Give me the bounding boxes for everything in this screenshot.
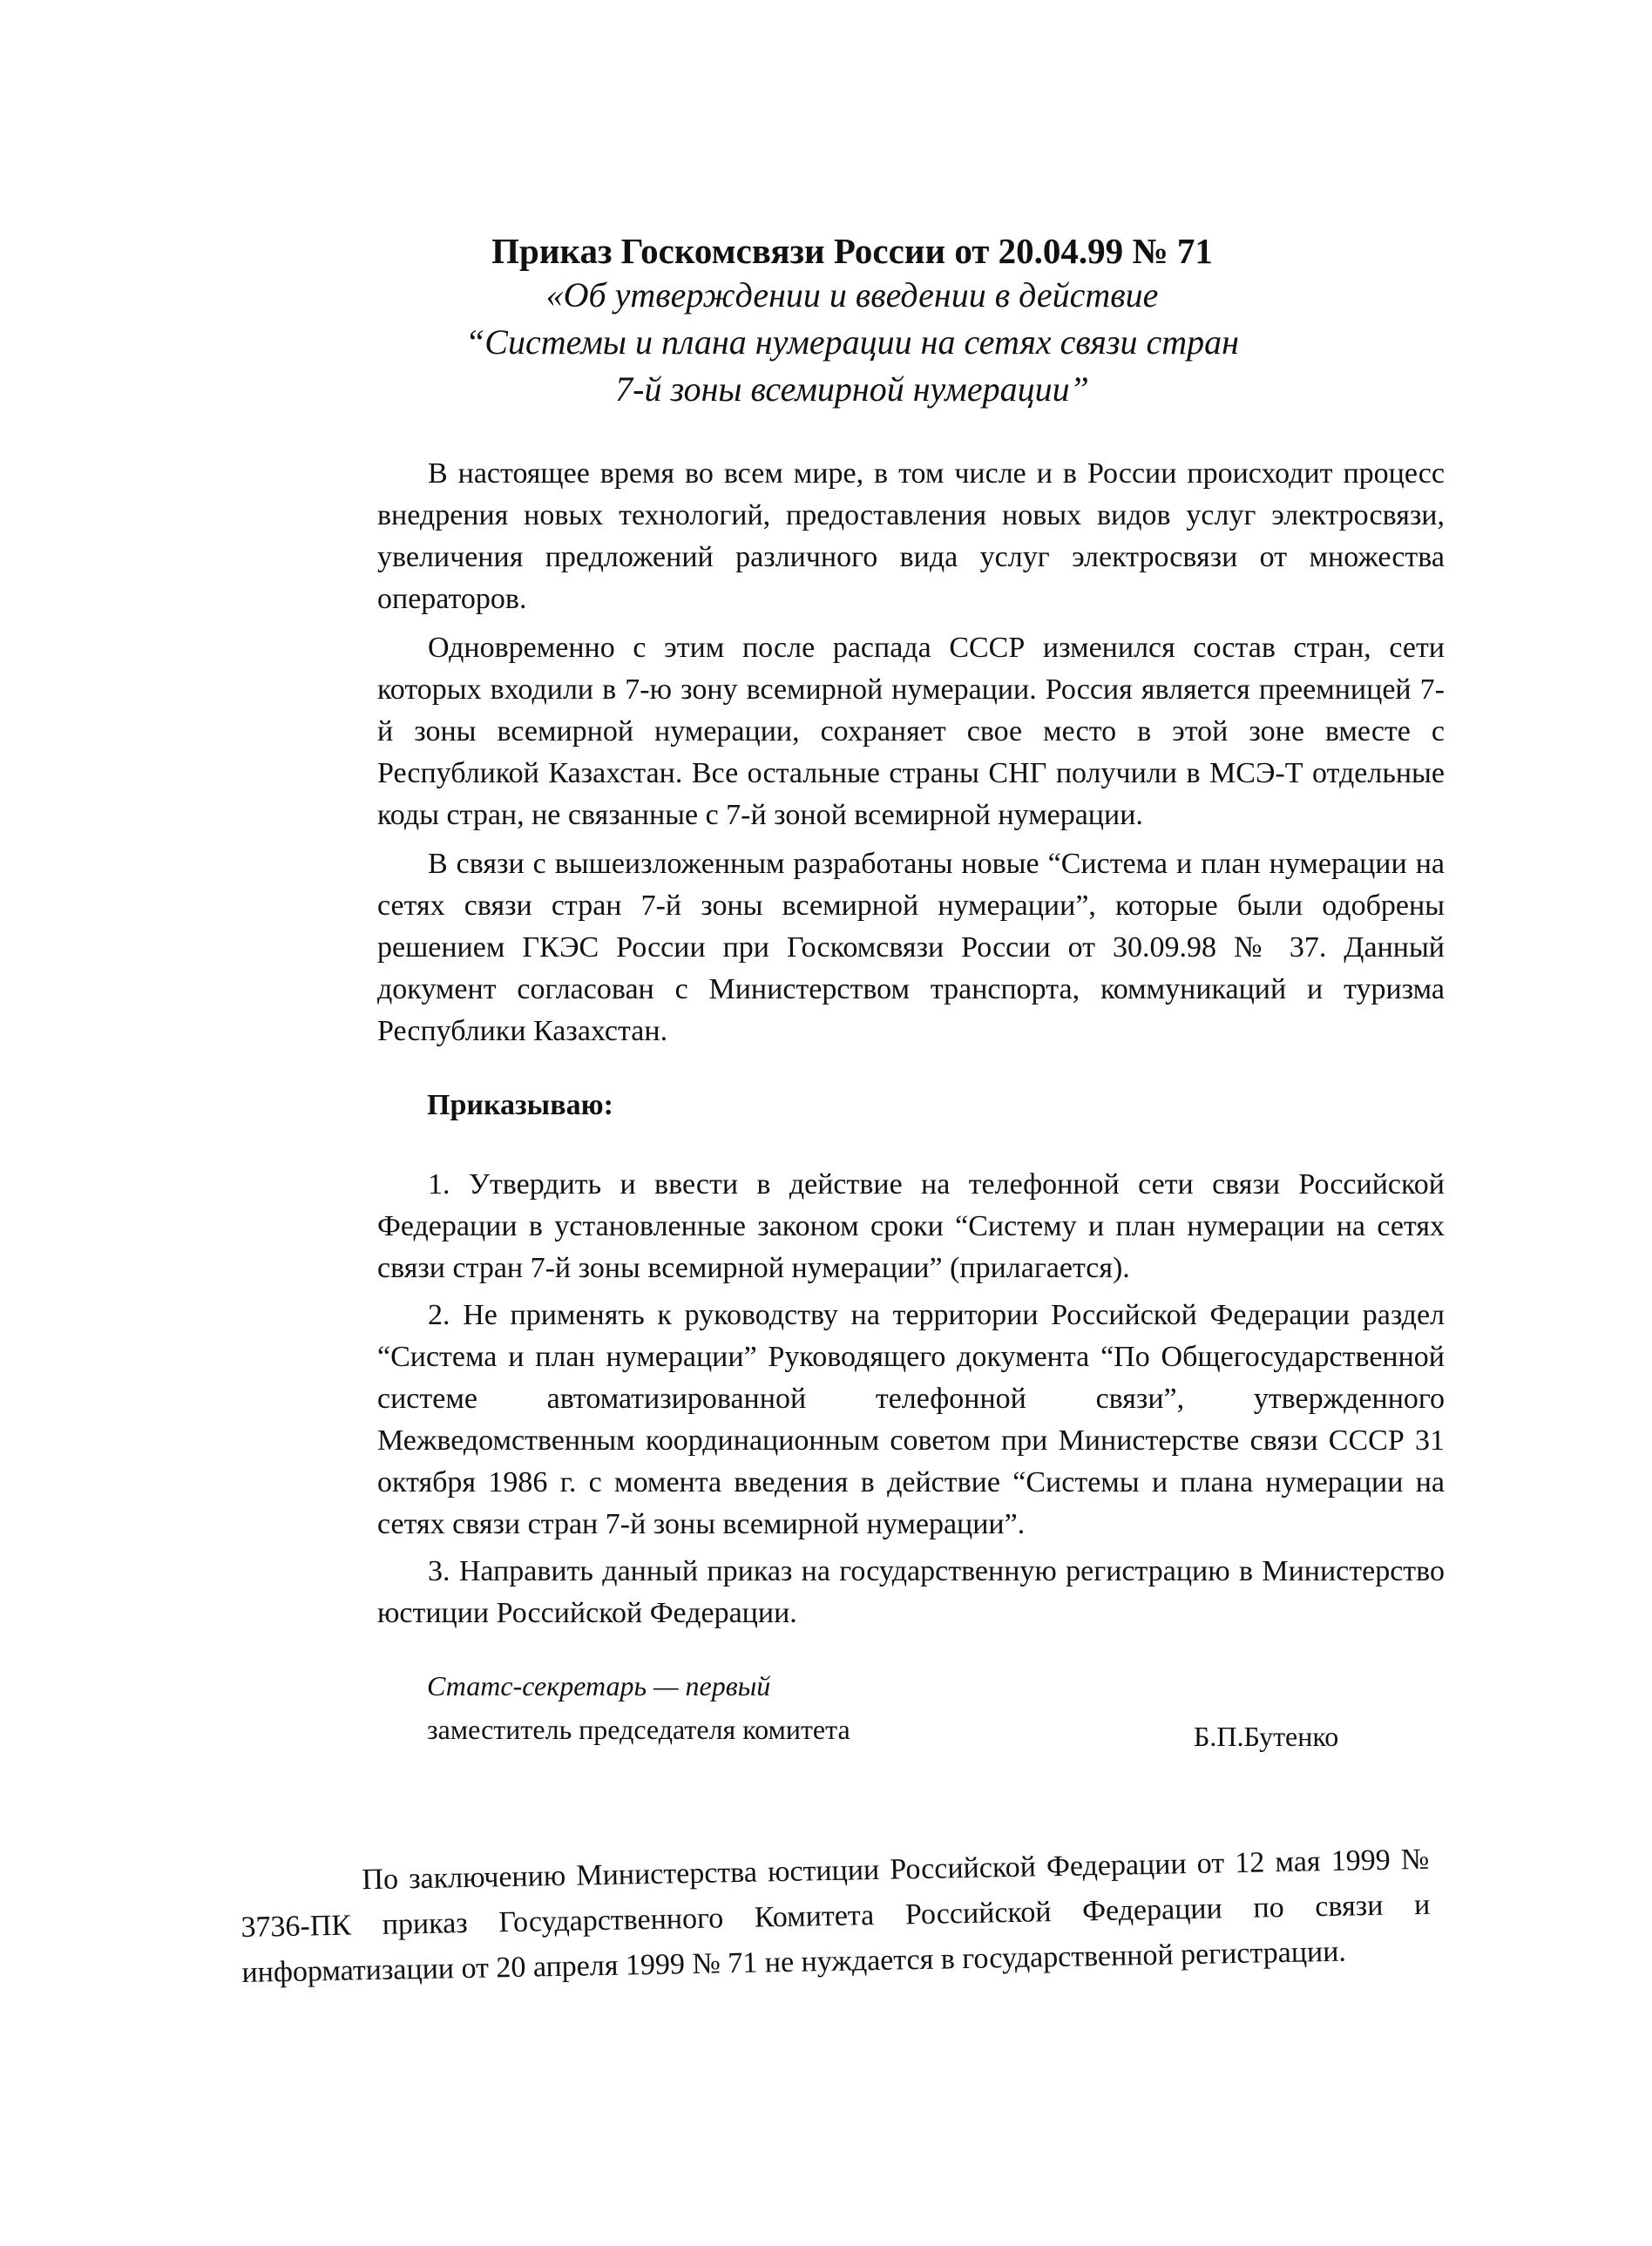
document-subtitle bbox=[0, 272, 1652, 413]
signature-row bbox=[427, 1708, 1385, 1751]
signatory-title-line2: заместитель председателя комитета bbox=[427, 1714, 850, 1745]
subtitle-line: «Об утверждении и введении в действие bbox=[545, 275, 1159, 315]
preamble bbox=[377, 453, 1445, 1059]
order-heading: Приказываю: bbox=[427, 1089, 613, 1121]
signature-block bbox=[427, 1664, 1385, 1751]
subtitle-line: 7-й зоны всемирной нумерации” bbox=[615, 369, 1089, 409]
preamble-paragraph: В настоящее время во всем мире, в том числе и в России происходит процесс внедрения новых технологий, предоставления новых видов услуг электросвязи, увеличения предложений различного вида услуг электросвязи от множества операторов. bbox=[377, 457, 1445, 615]
document-title: Приказ Госкомсвязи России от 20.04.99 № 71 bbox=[491, 231, 1213, 271]
signatory-name: Б.П.Бутенко bbox=[1194, 1721, 1339, 1752]
registration-note bbox=[240, 1837, 1432, 1996]
order-item: 3. Направить данный приказ на государственную регистрацию в Министерство юстиции Российской Федерации. bbox=[377, 1555, 1445, 1629]
signatory-title-line1: Статс-секретарь — первый bbox=[427, 1670, 771, 1701]
preamble-paragraph: В связи с вышеизложенным разработаны новые “Система и план нумерации на сетях связи стран 7-й зоны всемирной нумерации”, которые были одобрены решением ГКЭС России при Госкомсвязи России от 30.09.98 № 37. Данный документ согласован с Министерством транспорта, коммуникаций и туризма Республики Казахстан. bbox=[377, 848, 1445, 1047]
preamble-paragraph: Одновременно с этим после распада СССР изменился состав стран, сети которых входили в 7-ю зону всемирной нумерации. Россия является преемницей 7-й зоны всемирной нумерации, сохраняет свое место в этой зоне вместе с Республикой Казахстан. Все остальные страны СНГ получили в МСЭ-Т отдельные коды стран, не связанные с 7-й зоной всемирной нумерации. bbox=[377, 632, 1445, 831]
registration-note-text: По заключению Министерства юстиции Российской Федерации от 12 мая 1999 № 3736-ПК приказ Государственного Комитета Российской Федерации по связи и информатизации от 20 апреля 1999 № 71 не нуждается в государственной регистрации. bbox=[240, 1843, 1431, 1989]
subtitle-line: “Системы и плана нумерации на сетях связи стран bbox=[465, 322, 1239, 362]
order-item: 2. Не применять к руководству на территории Российской Федерации раздел “Система и план нумерации” Руководящего документа “По Общегосударственной системе автоматизированной телефонной связи”, утвержденного Межведомственным координационным советом при Министерстве связи СССР 31 октября 1986 г. с момента введения в действие “Системы и плана нумерации на сетях связи стран 7-й зоны всемирной нумерации”. bbox=[377, 1299, 1445, 1540]
order-item: 1. Утвердить и ввести в действие на телефонной сети связи Российской Федерации в установленные законом сроки “Систему и план нумерации на сетях связи стран 7-й зоны всемирной нумерации” (прилагается). bbox=[377, 1168, 1445, 1284]
order-items bbox=[377, 1164, 1445, 1640]
